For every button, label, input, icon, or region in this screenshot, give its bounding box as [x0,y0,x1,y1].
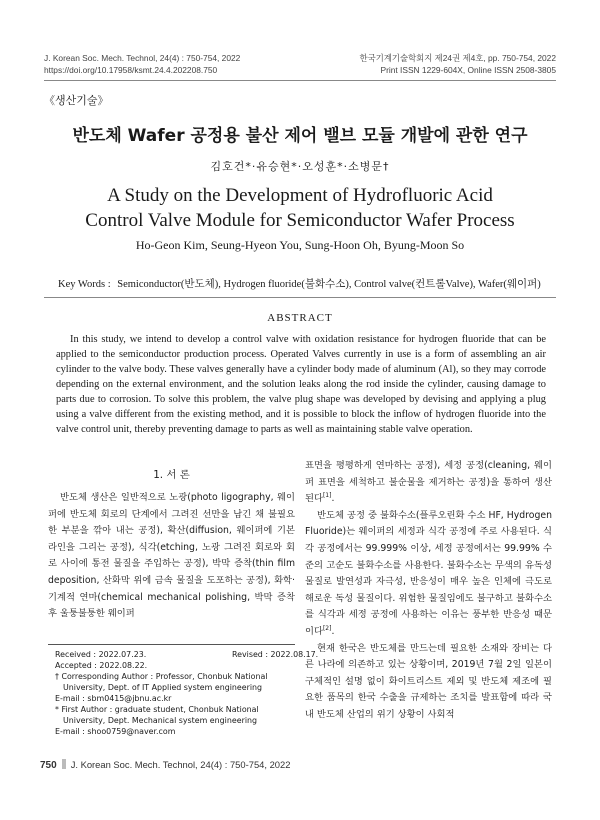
citation-ref[interactable]: [2] [322,624,332,632]
keywords [58,276,541,291]
dates-row [55,649,319,660]
running-header-left [44,52,240,76]
corresponding-author-email[interactable]: E-mail : sbm0415@jbnu.ac.kr [55,694,172,703]
first-author-email[interactable]: E-mail : shoo0759@naver.com [55,727,176,736]
journal-citation-en: J. Korean Soc. Mech. Technol, 24(4) : 750-754, 2022 [44,53,241,63]
right-column [305,458,552,724]
running-header-right [360,52,556,76]
body-paragraph: 현재 한국은 반도체를 만드는데 필요한 소재와 장비는 다른 나라에 의존하고 있는 상황이며, 2019년 7월 2일 일본이 구체적인 설명 없이 화이트리스트 제외 및 반도체 제조에 필요한 품목의 한국 수출을 규제하는 조치를 발표함에 따라 국내 반도체 산업의 위기 상황이 사회적 [305,642,552,720]
body-paragraph [305,458,552,508]
citation-ref[interactable]: [1] [322,492,332,500]
keywords-text: Semiconductor(반도체), Hydrogen fluoride(불화수소), Control valve(컨트롤Valve), Wafer(웨이퍼) [117,279,541,290]
received-date: Received : 2022.07.23. [55,650,147,659]
page-number: 750 [40,760,57,771]
english-authors: Ho-Geon Kim, Seung-Hyeon You, Sung-Hoon Oh, Byung-Moon So [135,238,465,252]
abstract-heading: ABSTRACT [267,312,333,324]
abstract-body: In this study, we intend to develop a control valve with oxidation resistance for hydrogen fluoride that can be applied to the semiconductor production process. Operated Valves currently in use is a form of assembling an air cylinder to the valve body. These valves generally have a cylinder body made of aluminum (Al), so they may corrode depending on the external environment, and the solution leaks along the rod inside the cylinder, causing damage to parts due to corrosion. To solve this problem, the valve plug shape was developed by devising and applying a plug using a valve different from the existing method, and it is possible to block the inflow of hydrogen fluoride into the valve control unit, thereby preventing damage to parts as well as maintaining stable valve operation. [56,334,546,435]
keywords-divider [44,297,556,298]
doi-link[interactable]: https://doi.org/10.17958/ksmt.24.4.202208.750 [44,65,218,75]
page-footer [40,759,290,771]
body-paragraph [305,508,552,641]
korean-title: 반도체 Wafer 공정용 불산 제어 밸브 모듈 개발에 관한 연구 [72,126,528,146]
left-column [48,458,295,623]
issn-line: Print ISSN 1229-604X, Online ISSN 2508-3805 [380,65,556,75]
paragraph-text: 표면을 평평하게 연마하는 공정), 세정 공정(cleaning, 웨이퍼 표면을 세척하고 불순물을 제거하는 공정)을 통하여 생산된다 [305,460,552,505]
footer-separator [62,759,66,769]
first-author-note: * First Author : graduate student, Chonbuk National University, Dept. Mechanical system engineering [55,705,259,725]
body-paragraph: 반도체 생산은 일반적으로 노광(photo ligography, 웨이퍼에 반도체 회로의 단계에서 그려진 선만을 남긴 채 불필요한 부분을 깎아 내는 공정), 확산(diffusion, 웨이퍼에 기본 라인을 그리는 공정), 식각(etching, 노광 그려진 회로와 회로 사이에 통전 물질을 주입하는 공정), 박막 증착(thin film deposition, 산화막 위에 금속 물질을 도포하는 공정), 화학·기계적 연마(chemical mechanical polishing, 박막 증착 후 울퉁불퉁한 웨이퍼 [48,492,295,620]
revised-date: Revised : 2022.08.17. [232,650,319,659]
footnote-divider [48,644,295,645]
article-category: 《생산기술》 [44,95,109,107]
paragraph-end: . [331,625,335,637]
footnotes [55,649,319,737]
header-divider [44,80,556,81]
english-title-line-2: Control Valve Module for Semiconductor Wafer Process [85,210,515,231]
accepted-date: Accepted : 2022.08.22. [55,661,148,670]
english-title [0,183,600,233]
korean-authors: 김호건*·유승현*·오성훈*·소병문† [210,160,390,173]
paragraph-end: . [331,493,335,505]
corresponding-author-note: † Corresponding Author : Professor, Chonbuk National University, Dept. of IT Applied system engineering [55,672,268,692]
footer-journal: J. Korean Soc. Mech. Technol, 24(4) : 750-754, 2022 [70,759,291,770]
keywords-label: Key Words : [58,279,111,290]
journal-citation-ko: 한국기계기술학회지 제24권 제4호, pp. 750-754, 2022 [359,53,556,63]
section-heading-introduction: 1. 서 론 [153,469,190,481]
paragraph-text: 반도체 공정 중 불화수소(플루오린화 수소 HF, Hydrogen Fluoride)는 웨이퍼의 세정과 식각 공정에 주로 사용된다. 식각 공정에서는 99.999% 이상, 세정 공정에서는 99.99% 수준의 고순도 불화수소를 사용한다. 불화수소는 무색의 유독성 물질로 발연성과 자극성, 반응성이 매우 높은 인체에 극도로 해로운 독성 물질이다. 위험한 물질임에도 불구하고 불화수소를 식각과 세정 공정에 사용하는 이유는 풍부한 반응성 때문이다 [305,509,552,637]
english-title-line-1: A Study on the Development of Hydrofluoric Acid [107,185,493,206]
